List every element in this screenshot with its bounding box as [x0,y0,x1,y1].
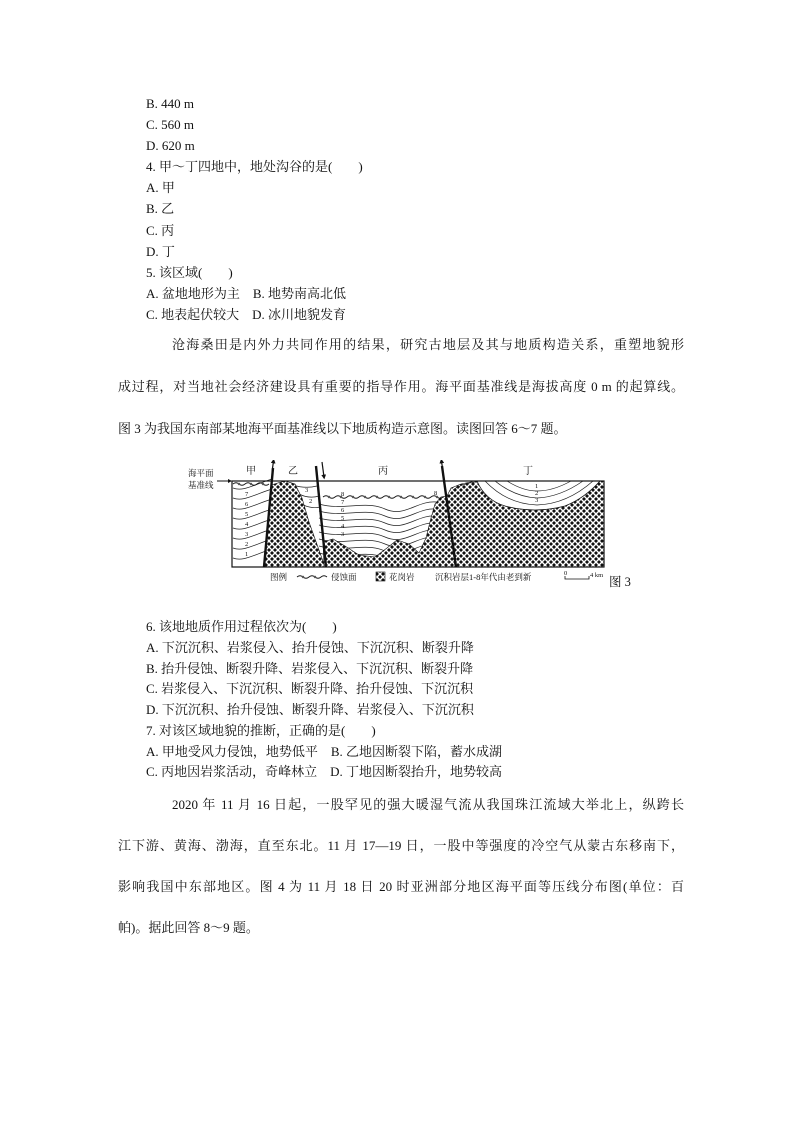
q5-options-ab: A. 盆地地形为主 B. 地势南高北低 [146,285,347,301]
questions-3-to-5 [146,93,363,325]
layer-number-label: 8 [434,490,438,497]
layer-number-label: 4 [341,523,345,530]
location-yi: 乙 [288,466,298,477]
layer-number-label: 1 [535,483,539,490]
erosion-surface-symbol [297,576,327,579]
erosion-surface-dot [388,496,390,498]
passage1-line-1: 沧海桑田是内外力共同作用的结果，研究古地层及其与地质构造关系，重塑地貌形 [172,337,684,352]
erosion-surface-dot [238,483,240,485]
layer-number-label: 5 [341,515,345,522]
layer-number-label: 4 [245,521,249,528]
passage-geology [118,324,684,450]
passage2-line-3: 影响我国中东部地区。图 4 为 11 月 18 日 20 时亚洲部分地区海平面等压线分布图(单位：百 [118,879,684,894]
layer-number-label: 3 [245,531,249,538]
q3-option-d: D. 620 m [146,138,195,154]
scale-bar [565,576,589,579]
erosion-surface-dot [424,496,426,498]
erosion-surface-dot [400,496,402,498]
granite-symbol [376,572,385,581]
layer-number-label: 3 [341,531,345,538]
q4-option-d: D. 丁 [146,243,175,259]
figure-3-geologic-section [185,460,635,595]
erosion-surface-dot [352,496,354,498]
q6-option-a: A. 下沉沉积、岩浆侵入、抬升侵蚀、下沉沉积、断裂升降 [146,639,474,655]
erosion-surface-line [297,576,327,579]
questions-6-to-7 [146,617,502,783]
q4-option-b: B. 乙 [146,201,175,217]
location-jia: 甲 [246,466,256,477]
passage1-line-3: 图 3 为我国东南部某地海平面基准线以下地质构造示意图。读图回答 6～7 题。 [118,421,567,436]
layer-number-label: 3 [535,497,539,504]
layer-number-label: 8 [341,491,345,498]
layer-number-label: 7 [341,499,345,506]
location-bing: 丙 [378,466,388,477]
erosion-surface-dot [376,496,378,498]
q3-option-b: B. 440 m [146,96,195,111]
passage1-line-2: 成过程，对当地社会经济建设具有重要的指导作用。海平面基准线是海拔高度 0 m 的起算线。 [118,379,684,394]
erosion-surface-dot [314,576,316,578]
q6-option-d: D. 下沉沉积、抬升侵蚀、断裂升降、岩浆侵入、下沉沉积 [146,702,474,717]
layer-number-label: 2 [535,490,539,497]
legend-title: 图例 [270,572,288,582]
figure-caption: 图 3 [609,575,631,589]
location-ding: 丁 [523,466,533,477]
q6-option-c: C. 岩浆侵入、下沉沉积、断裂升降、抬升侵蚀、下沉沉积 [146,681,474,697]
legend-sediment-label: 沉积岩层1-8年代由老到新 [435,572,532,582]
layer-number-label: 6 [245,501,249,508]
passage2-line-1: 2020 年 11 月 16 日起，一股罕见的强大暖湿气流从我国珠江流域大举北上，纵跨长 [172,797,684,812]
erosion-surface-dot [250,483,252,485]
q4-option-a: A. 甲 [146,180,175,196]
sea-level-label-2: 基准线 [188,480,214,490]
layer-number-label: 3 [305,487,309,494]
erosion-surface-dot [412,496,414,498]
passage2-line-4: 帕)。据此回答 8～9 题。 [118,920,259,935]
layer-number-label: 7 [245,491,249,498]
erosion-surface-dot [364,496,366,498]
q7-options-cd: C. 丙地因岩浆活动，奇峰林立 D. 丁地因断裂抬升，地势较高 [146,764,503,780]
passage-weather [118,784,684,948]
q6-option-b: B. 抬升侵蚀、断裂升降、岩浆侵入、下沉沉积、断裂升降 [146,660,474,676]
erosion-surface-dot [328,496,330,498]
scale-end-label: 4 km [590,572,604,579]
layer-number-label: 1 [245,551,249,558]
layer-number-label: 5 [245,511,249,518]
q4-option-c: C. 丙 [146,222,175,238]
q5-stem: 5. 该区域( ) [146,264,233,280]
q4-stem: 4. 甲～丁四地中，地处沟谷的是( ) [146,159,363,175]
fault-arrow-down [322,462,324,477]
passage2-line-2: 江下游、黄海、渤海，直至东北。11 月 17—19 日，一股中等强度的冷空气从蒙古东移南下， [118,838,684,853]
layer-number-label: 6 [341,507,345,514]
q7-options-ab: A. 甲地受风力侵蚀，地势低平 B. 乙地因断裂下陷，蓄水成湖 [146,743,503,759]
legend-erosion-label: 侵蚀面 [331,572,357,582]
q6-stem: 6. 该地地质作用过程依次为( ) [146,619,337,634]
q7-stem: 7. 对该区域地貌的推断，正确的是( ) [146,722,376,738]
erosion-surface-dot [302,576,304,578]
figure-legend [270,570,631,589]
sea-level-label-1: 海平面 [188,468,214,478]
scale-start-label: 0 [564,570,568,577]
q5-options-cd: C. 地表起伏较大 D. 冰川地貌发育 [146,306,347,322]
q3-option-c: C. 560 m [146,117,195,133]
layer-number-label: 2 [309,498,313,505]
erosion-surface-dot [262,483,264,485]
layer-number-label: 2 [245,541,249,548]
legend-granite-label: 花岗岩 [389,572,415,582]
